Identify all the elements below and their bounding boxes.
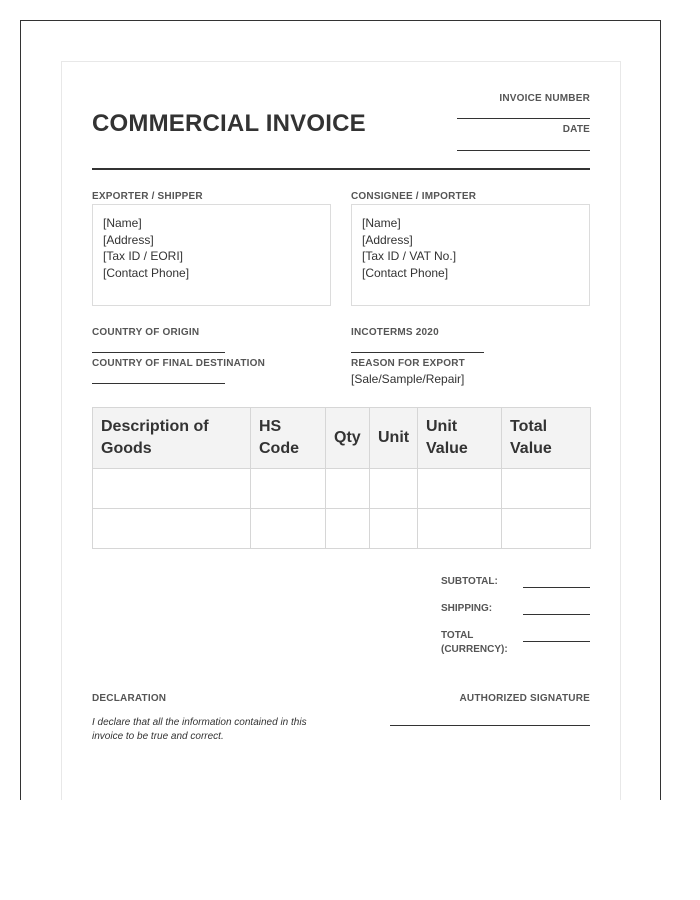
declaration-text: I declare that all the information contained in this invoice to be true and correct.	[92, 717, 307, 742]
table-cell[interactable]	[93, 509, 251, 549]
total-field[interactable]	[523, 641, 590, 642]
table-cell[interactable]	[251, 469, 326, 509]
reason-for-export-value[interactable]: [Sale/Sample/Repair]	[351, 372, 465, 386]
country-of-final-destination-label: COUNTRY OF FINAL DESTINATION	[92, 358, 266, 369]
table-cell[interactable]	[418, 469, 502, 509]
header-unit: Unit	[370, 408, 418, 469]
invoice-number-field[interactable]	[457, 118, 590, 119]
consignee-name: [Name]	[362, 216, 401, 230]
exporter-contact-phone: [Contact Phone]	[103, 265, 190, 280]
country-of-origin-label: COUNTRY OF ORIGIN	[92, 327, 200, 338]
total-label-line1: TOTAL	[441, 630, 474, 641]
incoterms-label: INCOTERMS 2020	[351, 327, 439, 338]
page-title: COMMERCIAL INVOICE	[92, 110, 366, 137]
authorized-signature-label: AUTHORIZED SIGNATURE	[459, 693, 590, 704]
table-cell[interactable]	[326, 469, 370, 509]
reason-for-export-label: REASON FOR EXPORT	[351, 358, 465, 369]
header-hs-code: HS Code	[251, 408, 326, 469]
table-cell[interactable]	[370, 469, 418, 509]
header-qty: Qty	[326, 408, 370, 469]
header-divider	[92, 168, 590, 170]
table-cell[interactable]	[502, 469, 591, 509]
consignee-label: CONSIGNEE / IMPORTER	[351, 191, 477, 202]
table-cell[interactable]	[418, 509, 502, 549]
goods-table	[92, 407, 591, 549]
shipping-label: SHIPPING:	[441, 603, 493, 614]
subtotal-field[interactable]	[523, 587, 590, 588]
goods-table-header-row	[93, 408, 591, 469]
table-cell[interactable]	[370, 509, 418, 549]
header-unit-value: Unit Value	[418, 408, 502, 469]
exporter-name: [Name]	[103, 216, 142, 230]
signature-field[interactable]	[390, 725, 590, 726]
incoterms-field[interactable]	[351, 352, 484, 353]
country-of-final-destination-field[interactable]	[92, 383, 225, 384]
header-total-value: Total Value	[502, 408, 591, 469]
header-description-of-goods: Description of Goods	[93, 408, 251, 469]
table-cell[interactable]	[251, 509, 326, 549]
consignee-box[interactable]	[351, 204, 590, 306]
shipping-field[interactable]	[523, 614, 590, 615]
table-cell[interactable]	[93, 469, 251, 509]
exporter-label: EXPORTER / SHIPPER	[92, 191, 203, 202]
total-label-line2: (CURRENCY):	[441, 644, 508, 655]
exporter-address: [Address]	[103, 232, 154, 247]
declaration-label: DECLARATION	[92, 693, 167, 704]
table-row	[93, 469, 591, 509]
consignee-address: [Address]	[362, 232, 413, 247]
invoice-number-label: INVOICE NUMBER	[499, 93, 590, 104]
consignee-contact-phone: [Contact Phone]	[362, 265, 449, 280]
table-cell[interactable]	[502, 509, 591, 549]
subtotal-label: SUBTOTAL:	[441, 576, 498, 587]
exporter-tax-id: [Tax ID / EORI]	[103, 249, 184, 263]
total-label	[441, 629, 508, 657]
table-cell[interactable]	[326, 509, 370, 549]
exporter-box[interactable]	[92, 204, 331, 306]
table-row	[93, 509, 591, 549]
country-of-origin-field[interactable]	[92, 352, 225, 353]
consignee-tax-id: [Tax ID / VAT No.]	[362, 249, 457, 263]
date-label: DATE	[562, 124, 590, 135]
date-field[interactable]	[457, 150, 590, 151]
